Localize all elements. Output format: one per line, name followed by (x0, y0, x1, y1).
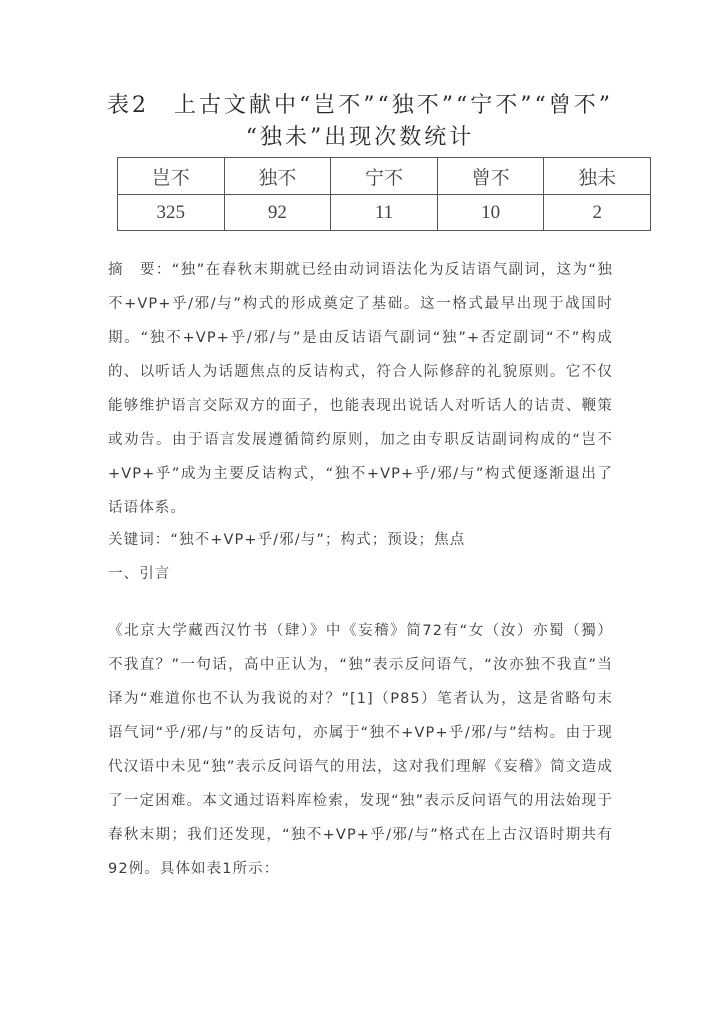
table-header-cell: 宁不 (331, 158, 438, 195)
table-header-cell: 独未 (544, 158, 651, 195)
abstract-paragraph: 摘 要：“独”在春秋末期就已经由动词语法化为反诘语气副词，这为“独不+VP+乎/邪/与”构式的形成奠定了基础。这一格式最早出现于战国时期。“独不+VP+乎/邪/与”是由反诘语气副词“独”+否定副词“不”构成的、以听话人为话题焦点的反诘构式，符合人际修辞的礼貌原则。它不仅能够维护语言交际双方的面子，也能表现出说话人对听话人的诘责、鞭策或劝告。由于语言发展遵循简约原则，加之由专职反诘副词构成的“岂不+VP+乎”成为主要反诘构式，“独不+VP+乎/邪/与”构式便逐渐退出了话语体系。 (108, 262, 613, 516)
table-header-row (118, 158, 651, 195)
table-header-cell: 曾不 (437, 158, 544, 195)
table-cell: 325 (118, 195, 225, 231)
intro-paragraph: 《北京大学藏西汉竹书（肆）》中《妄稽》简72有“女（汝）亦蜀（獨）不我直？”一句话，高中正认为，“独”表示反问语气，“汝亦独不我直”当译为“难道你也不认为我说的对？”[1]（P85）笔者认为，这是省略句末语气词“乎/邪/与”的反诘句，亦属于“独不+VP+乎/邪/与”结构。由于现代汉语中未见“独”表示反问语气的用法，这对我们理解《妄稽》简文造成了一定困难。本文通过语料库检索，发现“独”表示反问语气的用法始现于春秋末期；我们还发现，“独不+VP+乎/邪/与”格式在上古汉语时期共有92例。具体如表1所示： (108, 623, 613, 877)
table-cell: 92 (224, 195, 331, 231)
table-row (118, 195, 651, 231)
table-cell: 11 (331, 195, 438, 231)
statistics-table (117, 157, 651, 231)
table-header-cell: 独不 (224, 158, 331, 195)
table-cell: 10 (437, 195, 544, 231)
section-heading: 一、引言 (108, 566, 171, 582)
table-title-line-1: 表2 上古文献中“岂不”“独不”“宁不”“曾不” (107, 93, 613, 118)
table-title-line-2: “独未”出现次数统计 (245, 125, 475, 150)
table-header-cell: 岂不 (118, 158, 225, 195)
keywords-line: 关键词：“独不+VP+乎/邪/与”；构式；预设；焦点 (108, 532, 466, 548)
table-cell: 2 (544, 195, 651, 231)
